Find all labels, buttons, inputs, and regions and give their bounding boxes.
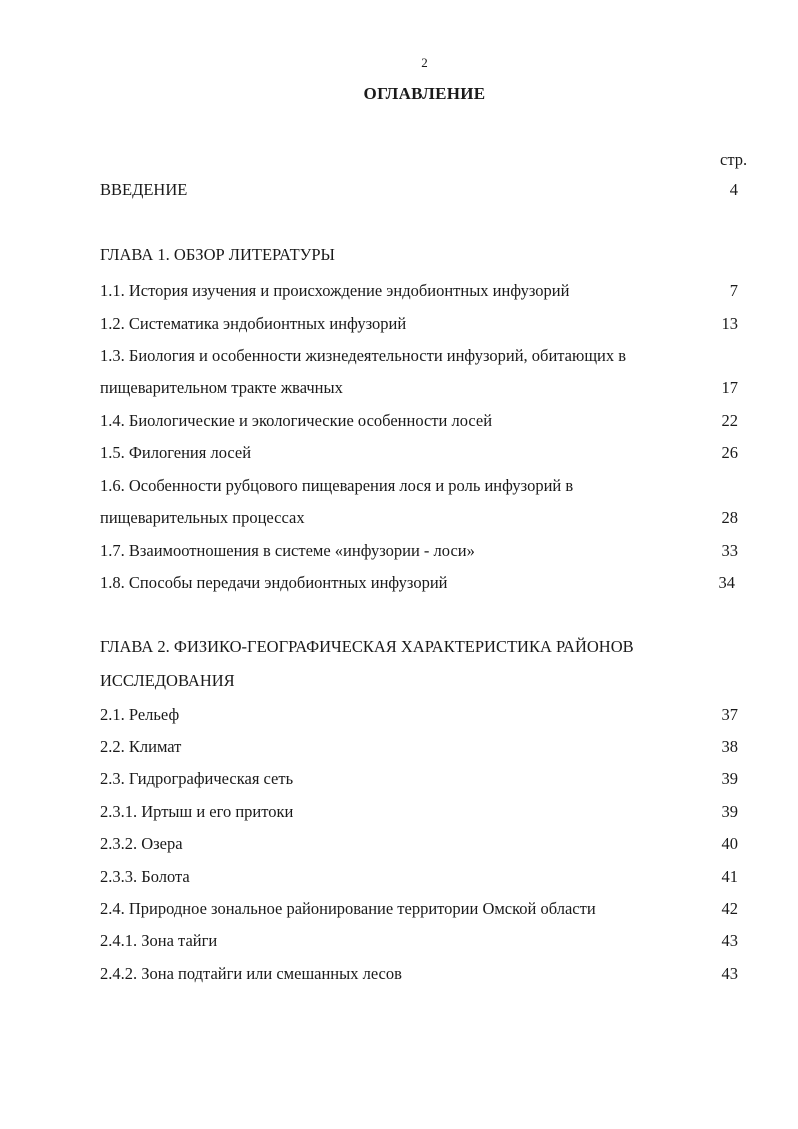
page-number: 2 <box>421 55 428 70</box>
toc-chapter-2: ГЛАВА 2. ФИЗИКО-ГЕОГРАФИЧЕСКАЯ ХАРАКТЕРИСТИКА РАЙОНОВ <box>100 637 634 656</box>
page-title: ОГЛАВЛЕНИЕ <box>363 84 486 103</box>
toc-page-1-7: 33 <box>721 541 738 560</box>
toc-entry-2-1: 2.1. Рельеф <box>100 705 180 724</box>
toc-entry-1-2: 1.2. Систематика эндобионтных инфузорий <box>100 314 407 333</box>
toc-entry-2-3-1: 2.3.1. Иртыш и его притоки <box>100 802 294 821</box>
toc-entry-2-4-1: 2.4.1. Зона тайги <box>100 931 218 950</box>
toc-chapter-2-cont: ИССЛЕДОВАНИЯ <box>100 671 235 690</box>
toc-page-2-1: 37 <box>721 705 738 724</box>
toc-entry-intro: ВВЕДЕНИЕ <box>100 180 188 199</box>
toc-entry-1-3-cont: пищеварительном тракте жвачных <box>100 378 343 397</box>
toc-page-1-6: 28 <box>721 508 738 527</box>
toc-page-1-4: 22 <box>721 411 738 430</box>
toc-entry-1-1: 1.1. История изучения и происхождение эндобионтных инфузорий <box>100 281 570 300</box>
toc-page-2-3: 39 <box>721 769 738 788</box>
toc-entry-2-4: 2.4. Природное зональное районирование территории Омской области <box>100 899 596 918</box>
toc-entry-2-2: 2.2. Климат <box>100 737 182 756</box>
toc-entry-1-5: 1.5. Филогения лосей <box>100 443 252 462</box>
toc-page-2-4-1: 43 <box>721 931 738 950</box>
toc-chapter-1: ГЛАВА 1. ОБЗОР ЛИТЕРАТУРЫ <box>100 245 335 264</box>
toc-entry-1-6: 1.6. Особенности рубцового пищеварения лося и роль инфузорий в <box>100 476 574 495</box>
toc-page-1-3: 17 <box>721 378 738 397</box>
toc-entry-2-3-3: 2.3.3. Болота <box>100 867 190 886</box>
toc-page-2-4: 42 <box>721 899 738 918</box>
toc-entry-1-4: 1.4. Биологические и экологические особенности лосей <box>100 411 493 430</box>
toc-entry-1-8: 1.8. Способы передачи эндобионтных инфузорий <box>100 573 448 592</box>
toc-page-1-8: 34 <box>718 573 735 592</box>
toc-entry-1-6-cont: пищеварительных процессах <box>100 508 305 527</box>
toc-entry-1-3: 1.3. Биология и особенности жизнедеятельности инфузорий, обитающих в <box>100 346 627 365</box>
toc-page-2-4-2: 43 <box>721 964 738 983</box>
toc-page-2-3-3: 41 <box>721 867 738 886</box>
toc-page-2-3-2: 40 <box>721 834 738 853</box>
toc-page-1-1: 7 <box>729 281 738 300</box>
toc-page-2-2: 38 <box>721 737 738 756</box>
toc-entry-1-7: 1.7. Взаимоотношения в системе «инфузории - лоси» <box>100 541 475 560</box>
toc-page-1-5: 26 <box>721 443 738 462</box>
toc-page-1-2: 13 <box>721 314 738 333</box>
toc-page-intro: 4 <box>729 180 738 199</box>
toc-entry-2-3: 2.3. Гидрографическая сеть <box>100 769 294 788</box>
toc-page-2-3-1: 39 <box>721 802 738 821</box>
toc-entry-2-3-2: 2.3.2. Озера <box>100 834 183 853</box>
page-column-label: стр. <box>720 150 748 169</box>
toc-entry-2-4-2: 2.4.2. Зона подтайги или смешанных лесов <box>100 964 402 983</box>
